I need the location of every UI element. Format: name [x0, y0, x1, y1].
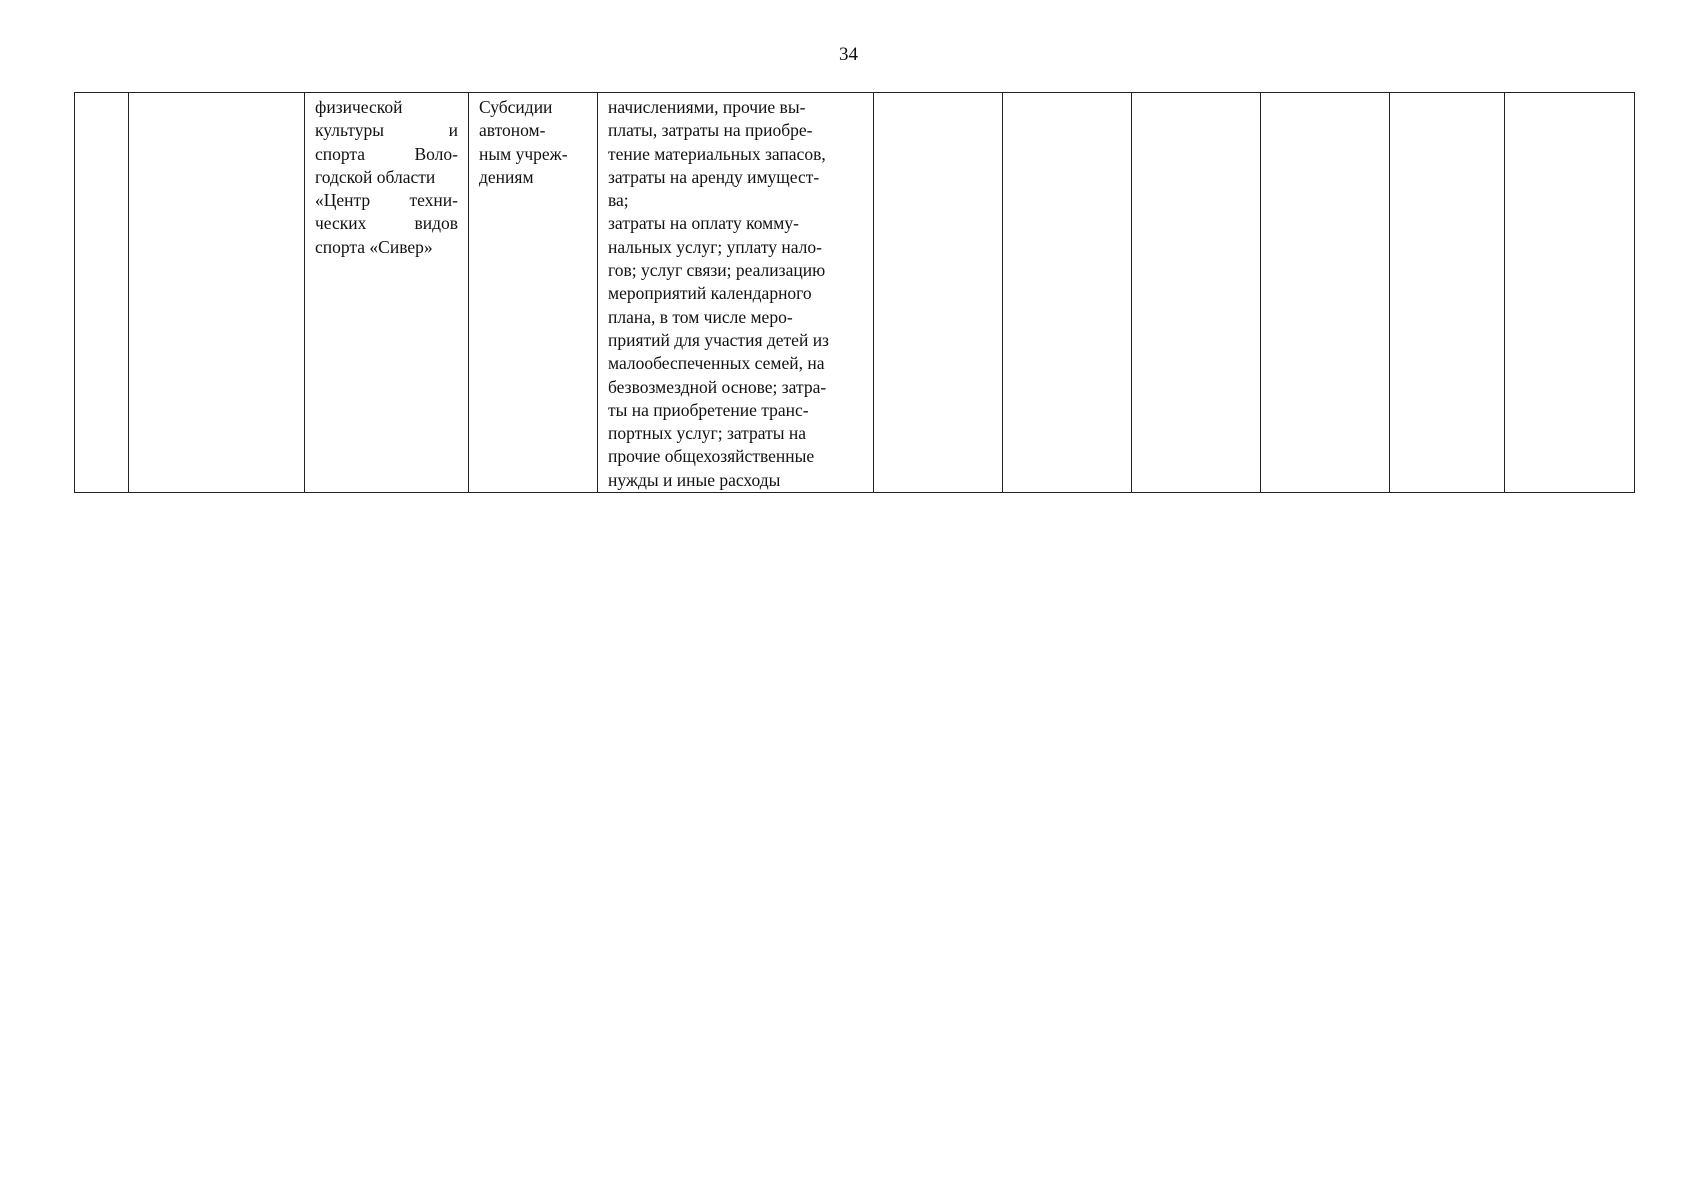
text-word: Воло- — [414, 143, 458, 164]
text-line: затраты на аренду имущест- — [608, 166, 820, 187]
text-line: плана, в том числе меро- — [608, 306, 793, 327]
text-line: дениям — [479, 166, 534, 187]
text-line: затраты на оплату комму- — [608, 213, 799, 234]
text-line: прочие общехозяйственные — [608, 446, 815, 467]
text-word: ческих — [315, 213, 367, 234]
table-cell-value-1 — [874, 93, 1003, 493]
text-line — [315, 143, 458, 166]
text-line: гов; услуг связи; реализацию — [608, 260, 826, 281]
table-cell-value-2 — [1003, 93, 1132, 493]
table-row — [75, 93, 1635, 493]
text-line: мероприятий календарного — [608, 283, 812, 304]
text-line — [315, 166, 458, 189]
text-word: техни- — [409, 190, 458, 211]
text-word: «Центр — [315, 190, 371, 211]
table-cell-value-5 — [1390, 93, 1505, 493]
table-cell-value-3 — [1132, 93, 1261, 493]
budget-table — [74, 92, 1635, 493]
text-line: платы, затраты на приобре- — [608, 120, 813, 141]
text-line — [315, 189, 458, 212]
description-text — [608, 96, 863, 492]
text-line: портных услуг; затраты на — [608, 423, 807, 444]
text-word: и — [448, 120, 458, 141]
text-line: безвозмездной основе; затра- — [608, 376, 827, 397]
text-line: автоном- — [479, 120, 546, 141]
table-cell-description — [598, 93, 874, 493]
page-number: 34 — [839, 44, 858, 65]
text-line: тение материальных запасов, — [608, 143, 826, 164]
text-line — [315, 96, 458, 119]
text-line — [315, 236, 458, 259]
text-line — [315, 212, 458, 235]
text-line: нальных услуг; уплату нало- — [608, 236, 822, 257]
text-line: ным учреж- — [479, 143, 568, 164]
table-cell-number — [75, 93, 129, 493]
text-line — [315, 119, 458, 142]
text-line: приятий для участия детей из — [608, 329, 829, 350]
text-word: спорта «Сивер» — [315, 236, 433, 257]
text-line: ты на приобретение транс- — [608, 399, 809, 420]
institution-text — [315, 96, 458, 259]
text-line: ва; — [608, 190, 629, 211]
text-line: нужды и иные расходы — [608, 469, 781, 490]
text-line: малообеспеченных семей, на — [608, 353, 825, 374]
text-word: физической — [315, 97, 403, 117]
text-word: культуры — [315, 120, 384, 141]
table-cell-name — [129, 93, 305, 493]
table-cell-value-4 — [1261, 93, 1390, 493]
expense-type-text — [479, 96, 587, 189]
text-word: видов — [414, 213, 458, 234]
text-word: спорта — [315, 143, 366, 164]
text-line: начислениями, прочие вы- — [608, 97, 806, 117]
text-word: годской области — [315, 166, 436, 187]
table-cell-institution — [305, 93, 469, 493]
table-cell-value-6 — [1505, 93, 1635, 493]
text-line: Субсидии — [479, 97, 553, 117]
table-cell-expense-type — [469, 93, 598, 493]
